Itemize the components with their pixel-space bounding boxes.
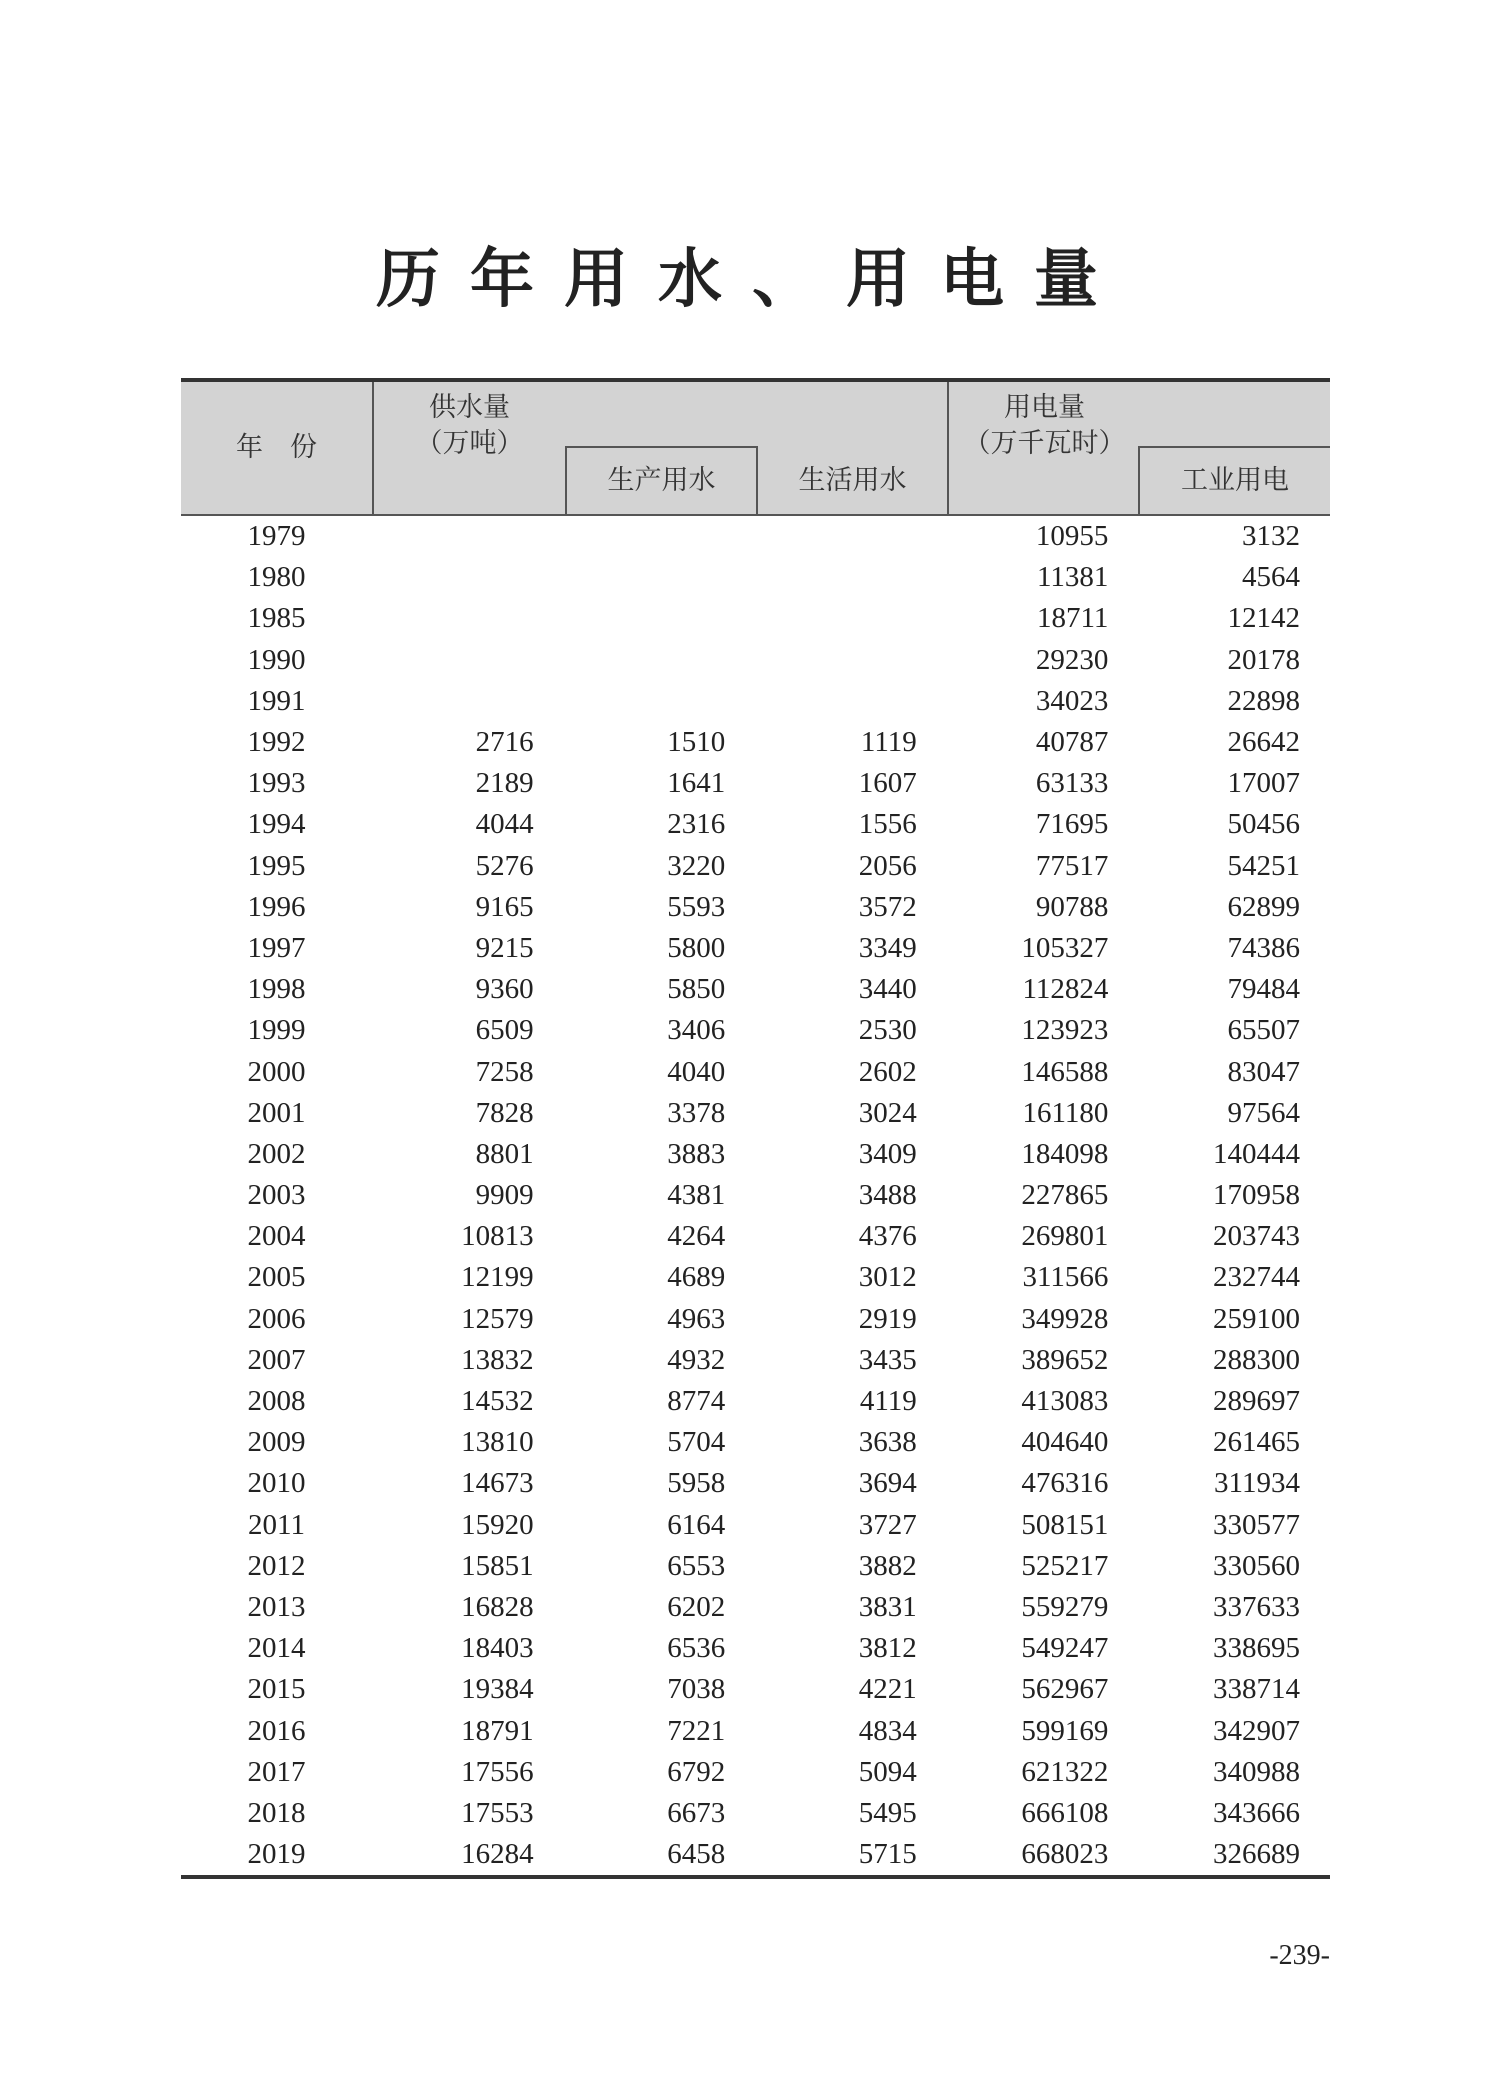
value-cell: 2602 [858, 1055, 917, 1088]
value-cell: 5800 [667, 931, 726, 964]
value-cell: 6792 [667, 1755, 726, 1788]
value-cell: 16828 [461, 1590, 534, 1623]
value-cell: 476316 [1021, 1467, 1109, 1500]
table-row [181, 804, 1330, 845]
value-cell: 599169 [1021, 1714, 1109, 1747]
value-cell: 13832 [461, 1343, 534, 1376]
table-row [181, 1381, 1330, 1422]
value-cell: 18711 [1036, 602, 1109, 635]
year-cell: 1998 [247, 973, 306, 1006]
year-cell: 2019 [247, 1838, 306, 1871]
table-row [181, 928, 1330, 969]
value-cell: 17556 [461, 1755, 534, 1788]
table-row [181, 1093, 1330, 1134]
value-cell: 13810 [461, 1426, 534, 1459]
table-row [181, 1669, 1330, 1710]
value-cell: 123923 [1021, 1014, 1109, 1047]
value-cell: 14673 [461, 1467, 534, 1500]
value-cell: 1607 [858, 767, 917, 800]
value-cell: 10813 [461, 1220, 534, 1253]
value-cell: 5593 [667, 890, 726, 923]
year-cell: 2018 [247, 1796, 306, 1829]
value-cell: 227865 [1021, 1179, 1109, 1212]
value-cell: 4044 [475, 808, 534, 841]
value-cell: 2189 [475, 767, 534, 800]
year-cell: 1999 [247, 1014, 306, 1047]
value-cell: 3727 [858, 1508, 917, 1541]
year-cell: 2017 [247, 1755, 306, 1788]
value-cell: 7258 [475, 1055, 534, 1088]
value-cell: 3435 [858, 1343, 917, 1376]
value-cell: 40787 [1035, 726, 1109, 759]
table-row [181, 1422, 1330, 1463]
value-cell: 261465 [1212, 1426, 1300, 1459]
value-cell: 9165 [475, 890, 534, 923]
value-cell: 668023 [1021, 1838, 1109, 1871]
value-cell: 413083 [1021, 1385, 1109, 1418]
value-cell: 17553 [461, 1796, 534, 1829]
table-row [181, 887, 1330, 928]
value-cell: 6673 [667, 1796, 726, 1829]
value-cell: 18791 [461, 1714, 534, 1747]
table-row [181, 1752, 1330, 1793]
value-cell: 3638 [858, 1426, 917, 1459]
year-cell: 2015 [247, 1673, 306, 1706]
table-row [181, 640, 1330, 681]
value-cell: 269801 [1021, 1220, 1109, 1253]
value-cell: 338695 [1212, 1632, 1300, 1665]
value-cell: 18403 [461, 1632, 534, 1665]
value-cell: 6536 [667, 1632, 726, 1665]
table-row [181, 1175, 1330, 1216]
value-cell: 2316 [667, 808, 726, 841]
value-cell: 330560 [1212, 1549, 1300, 1582]
value-cell: 3831 [858, 1590, 917, 1623]
value-cell: 5495 [858, 1796, 917, 1829]
value-cell: 10955 [1035, 520, 1109, 553]
table-row [181, 1299, 1330, 1340]
value-cell: 559279 [1021, 1590, 1109, 1623]
value-cell: 3883 [667, 1137, 726, 1170]
value-cell: 4221 [858, 1673, 917, 1706]
value-cell: 1641 [667, 767, 726, 800]
table-row [181, 1793, 1330, 1834]
value-cell: 15851 [461, 1549, 534, 1582]
value-cell: 5715 [858, 1838, 917, 1871]
value-cell: 1510 [667, 726, 726, 759]
value-cell: 1119 [860, 726, 917, 759]
value-cell: 3406 [667, 1014, 726, 1047]
value-cell: 621322 [1021, 1755, 1109, 1788]
table-body [181, 516, 1330, 1879]
year-cell: 2003 [247, 1179, 306, 1212]
value-cell: 549247 [1021, 1632, 1109, 1665]
value-cell: 22898 [1227, 684, 1300, 717]
value-cell: 3488 [858, 1179, 917, 1212]
year-cell: 1979 [247, 520, 306, 553]
value-cell: 3132 [1241, 520, 1300, 553]
value-cell: 77517 [1035, 849, 1109, 882]
value-cell: 1556 [858, 808, 917, 841]
value-cell: 3440 [858, 973, 917, 1006]
header-water-supply [374, 390, 565, 462]
year-cell: 1995 [247, 849, 306, 882]
table-row [181, 1546, 1330, 1587]
table-row [181, 1051, 1330, 1092]
value-cell: 29230 [1035, 643, 1109, 676]
table-row [181, 516, 1330, 557]
value-cell: 349928 [1021, 1302, 1109, 1335]
value-cell: 232744 [1212, 1261, 1300, 1294]
value-cell: 90788 [1035, 890, 1109, 923]
year-cell: 2007 [247, 1343, 306, 1376]
table-header [181, 378, 1330, 516]
year-cell: 2016 [247, 1714, 306, 1747]
year-cell: 2010 [247, 1467, 306, 1500]
value-cell: 337633 [1212, 1590, 1300, 1623]
table-row [181, 1216, 1330, 1257]
value-cell: 170958 [1212, 1179, 1300, 1212]
page-number: -239- [1269, 1940, 1330, 1971]
table-row [181, 1134, 1330, 1175]
table-row [181, 1628, 1330, 1669]
year-cell: 1996 [247, 890, 306, 923]
year-cell: 1997 [247, 931, 306, 964]
value-cell: 4932 [667, 1343, 726, 1376]
table-row [181, 1710, 1330, 1751]
header-water-supply-unit: （万吨） [415, 428, 524, 459]
table-row [181, 1463, 1330, 1504]
value-cell: 3694 [858, 1467, 917, 1500]
header-electricity-label: 用电量 [1004, 392, 1085, 423]
value-cell: 3812 [858, 1632, 917, 1665]
value-cell: 4119 [859, 1385, 917, 1418]
value-cell: 343666 [1212, 1796, 1300, 1829]
value-cell: 2056 [858, 849, 917, 882]
value-cell: 203743 [1212, 1220, 1300, 1253]
header-electricity [949, 390, 1140, 462]
value-cell: 3572 [858, 890, 917, 923]
table-row [181, 763, 1330, 804]
table-row [181, 1834, 1330, 1875]
value-cell: 20178 [1227, 643, 1300, 676]
header-water-supply-label: 供水量 [429, 392, 510, 423]
value-cell: 12579 [461, 1302, 534, 1335]
value-cell: 311566 [1022, 1261, 1109, 1294]
value-cell: 6458 [667, 1838, 726, 1871]
value-cell: 340988 [1212, 1755, 1300, 1788]
year-cell: 2001 [247, 1096, 306, 1129]
value-cell: 2919 [858, 1302, 917, 1335]
year-cell: 1992 [247, 726, 306, 759]
value-cell: 404640 [1021, 1426, 1109, 1459]
value-cell: 14532 [461, 1385, 534, 1418]
year-cell: 2012 [247, 1549, 306, 1582]
table-row [181, 557, 1330, 598]
year-cell: 2005 [247, 1261, 306, 1294]
year-cell: 2002 [247, 1137, 306, 1170]
value-cell: 8801 [475, 1137, 534, 1170]
value-cell: 63133 [1035, 767, 1109, 800]
value-cell: 112824 [1022, 973, 1109, 1006]
year-cell: 2006 [247, 1302, 306, 1335]
value-cell: 71695 [1035, 808, 1109, 841]
value-cell: 79484 [1227, 973, 1300, 1006]
value-cell: 6553 [667, 1549, 726, 1582]
value-cell: 4264 [667, 1220, 726, 1253]
value-cell: 666108 [1021, 1796, 1109, 1829]
value-cell: 2530 [858, 1014, 917, 1047]
value-cell: 140444 [1212, 1137, 1300, 1170]
value-cell: 7038 [667, 1673, 726, 1706]
value-cell: 4834 [858, 1714, 917, 1747]
table-row [181, 1010, 1330, 1051]
value-cell: 4376 [858, 1220, 917, 1253]
value-cell: 184098 [1021, 1137, 1109, 1170]
table-row [181, 1505, 1330, 1546]
value-cell: 146588 [1021, 1055, 1109, 1088]
year-cell: 2014 [247, 1632, 306, 1665]
year-cell: 1980 [247, 561, 306, 594]
value-cell: 326689 [1212, 1838, 1300, 1871]
value-cell: 5094 [858, 1755, 917, 1788]
header-domestic-water: 生活用水 [798, 465, 907, 496]
value-cell: 8774 [667, 1385, 726, 1418]
value-cell: 97564 [1227, 1096, 1300, 1129]
value-cell: 508151 [1021, 1508, 1109, 1541]
value-cell: 17007 [1227, 767, 1300, 800]
year-cell: 1985 [247, 602, 306, 635]
value-cell: 105327 [1021, 931, 1109, 964]
value-cell: 26642 [1227, 726, 1300, 759]
header-electricity-unit: （万千瓦时） [963, 428, 1126, 459]
value-cell: 3409 [858, 1137, 917, 1170]
value-cell: 525217 [1021, 1549, 1109, 1582]
value-cell: 9215 [475, 931, 534, 964]
value-cell: 83047 [1227, 1055, 1300, 1088]
year-cell: 2004 [247, 1220, 306, 1253]
value-cell: 161180 [1022, 1096, 1109, 1129]
year-cell: 2008 [247, 1385, 306, 1418]
value-cell: 3378 [667, 1096, 726, 1129]
value-cell: 15920 [461, 1508, 534, 1541]
value-cell: 11381 [1036, 561, 1109, 594]
header-industrial-electricity: 工业用电 [1181, 465, 1289, 496]
value-cell: 7828 [475, 1096, 534, 1129]
value-cell: 3220 [667, 849, 726, 882]
value-cell: 562967 [1021, 1673, 1109, 1706]
value-cell: 3012 [858, 1261, 917, 1294]
value-cell: 3024 [858, 1096, 917, 1129]
value-cell: 74386 [1227, 931, 1300, 964]
value-cell: 2716 [475, 726, 534, 759]
value-cell: 9360 [475, 973, 534, 1006]
value-cell: 4564 [1241, 561, 1300, 594]
year-cell: 1991 [247, 684, 306, 717]
value-cell: 389652 [1021, 1343, 1109, 1376]
value-cell: 7221 [667, 1714, 726, 1747]
value-cell: 19384 [461, 1673, 534, 1706]
page-title: 历年用水、用电量 [376, 242, 1128, 317]
year-cell: 2011 [248, 1508, 305, 1541]
table-row [181, 846, 1330, 887]
value-cell: 3349 [858, 931, 917, 964]
value-cell: 12199 [461, 1261, 534, 1294]
value-cell: 6509 [475, 1014, 534, 1047]
value-cell: 4689 [667, 1261, 726, 1294]
table-row [181, 1257, 1330, 1298]
year-cell: 2000 [247, 1055, 306, 1088]
value-cell: 289697 [1212, 1385, 1300, 1418]
year-cell: 2013 [247, 1590, 306, 1623]
header-production-water: 生产用水 [607, 465, 716, 496]
value-cell: 5704 [667, 1426, 726, 1459]
value-cell: 5958 [667, 1467, 726, 1500]
year-cell: 2009 [247, 1426, 306, 1459]
value-cell: 54251 [1227, 849, 1300, 882]
value-cell: 4040 [667, 1055, 726, 1088]
value-cell: 288300 [1212, 1343, 1300, 1376]
table-row [181, 722, 1330, 763]
value-cell: 4381 [667, 1179, 726, 1212]
value-cell: 16284 [461, 1838, 534, 1871]
value-cell: 311934 [1214, 1467, 1300, 1500]
value-cell: 330577 [1212, 1508, 1300, 1541]
table-row [181, 969, 1330, 1010]
data-table [181, 378, 1330, 1879]
year-cell: 1990 [247, 643, 306, 676]
table-row [181, 598, 1330, 639]
year-cell: 1994 [247, 808, 306, 841]
table-row [181, 681, 1330, 722]
value-cell: 65507 [1227, 1014, 1300, 1047]
value-cell: 338714 [1212, 1673, 1300, 1706]
value-cell: 9909 [475, 1179, 534, 1212]
table-row [181, 1340, 1330, 1381]
value-cell: 3882 [858, 1549, 917, 1582]
value-cell: 259100 [1212, 1302, 1300, 1335]
year-cell: 1993 [247, 767, 306, 800]
value-cell: 62899 [1227, 890, 1300, 923]
table-row [181, 1587, 1330, 1628]
value-cell: 5850 [667, 973, 726, 1006]
value-cell: 12142 [1227, 602, 1300, 635]
value-cell: 5276 [475, 849, 534, 882]
header-year: 年 份 [236, 432, 317, 463]
value-cell: 50456 [1227, 808, 1300, 841]
value-cell: 6202 [667, 1590, 726, 1623]
value-cell: 34023 [1035, 684, 1109, 717]
value-cell: 342907 [1212, 1714, 1300, 1747]
value-cell: 6164 [667, 1508, 726, 1541]
value-cell: 4963 [667, 1302, 726, 1335]
